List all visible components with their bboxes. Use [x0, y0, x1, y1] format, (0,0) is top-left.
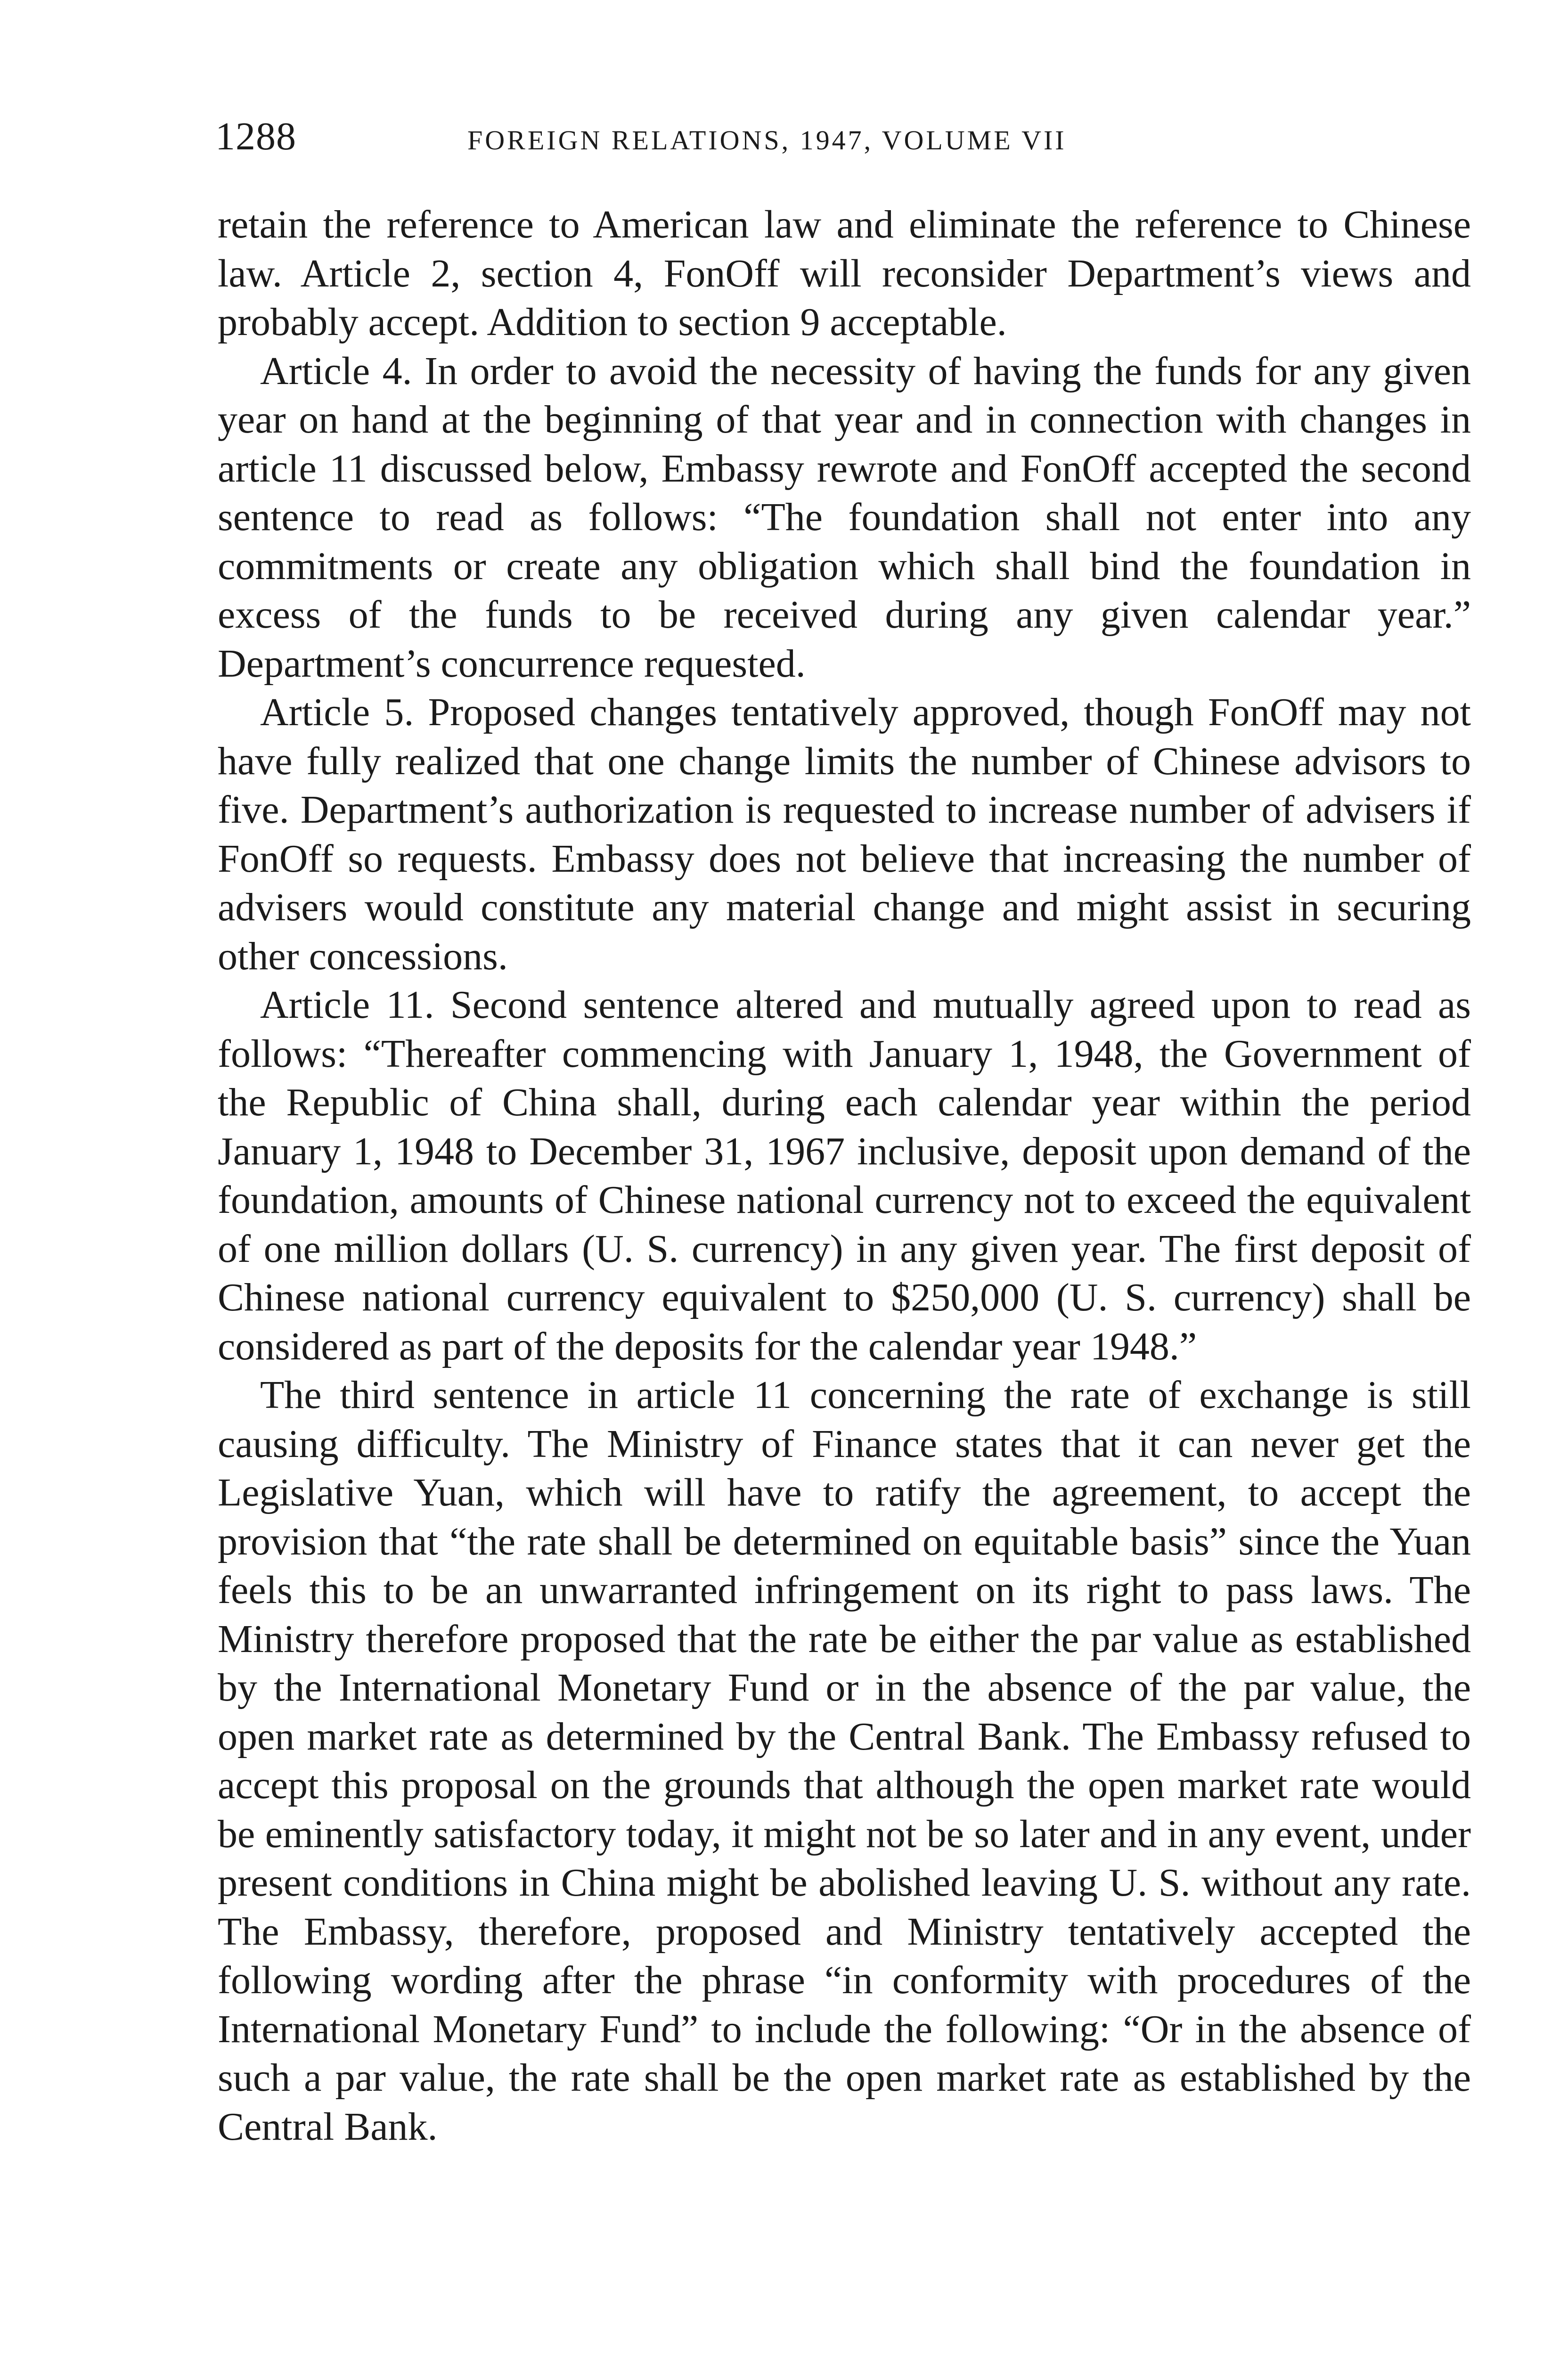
paragraph-article-11: Article 11. Second sentence altered and mutually agreed upon to read as follows: “Thereafter commencing with January 1, 1948, the Government of the Republic of China shall, during each calendar year within the period January 1, 1948 to December 31, 1967 inclusive, deposit upon demand of the foundation, amounts of Chinese national currency not to exceed the equivalent of one million dollars (U. S. currency) in any given year. The first deposit of Chinese national currency equivalent to $250,000 (U. S. currency) shall be considered as part of the deposits for the calendar year 1948.” [218, 983, 1471, 1368]
paragraph-exchange-rate: The third sentence in article 11 concerning the rate of exchange is still causing difficulty. The Ministry of Finance states that it can never get the Legislative Yuan, which will have to ratify the agreement, to accept the provision that “the rate shall be determined on equitable basis” since the Yuan feels this to be an unwarranted infringement on its right to pass laws. The Ministry therefore proposed that the rate be either the par value as established by the International Monetary Fund or in the absence of the par value, the open market rate as determined by the Central Bank. The Embassy refused to accept this proposal on the grounds that although the open market rate would be eminently satisfactory today, it might not be so later and in any event, under present conditions in China might be abolished leaving U. S. without any rate. The Embassy, therefore, proposed and Ministry tentatively accepted the following wording after the phrase “in conformity with procedures of the International Monetary Fund” to include the following: “Or in the absence of such a par value, the rate shall be the open market rate as established by the Central Bank. [218, 1373, 1471, 2149]
paragraph-article-4: Article 4. In order to avoid the necessity of having the funds for any given year on hand at the beginning of that year and in connection with changes in article 11 discussed below, Embassy rewrote and FonOff accepted the second sentence to read as follows: “The foundation shall not enter into any commitments or create any obligation which shall bind the foundation in excess of the funds to be received during any given calendar year.” Department’s concurrence requested. [218, 349, 1471, 686]
paragraph-continued: retain the reference to American law and eliminate the reference to Chinese law. Article 2, section 4, FonOff will reconsider Department’s views and probably accept. Addition to section 9 acceptable. [218, 203, 1471, 344]
body-text [218, 200, 1471, 2151]
page-header [215, 113, 1473, 170]
paragraph-article-5: Article 5. Proposed changes tentatively approved, though FonOff may not have fully realized that one change limits the number of Chinese advisors to five. Department’s authorization is requested to increase number of advisers if FonOff so requests. Embassy does not believe that increasing the number of advisers would constitute any material change and might assist in securing other concessions. [218, 690, 1471, 978]
running-head: FOREIGN RELATIONS, 1947, VOLUME VII [467, 125, 1067, 155]
page-number: 1288 [215, 115, 296, 158]
